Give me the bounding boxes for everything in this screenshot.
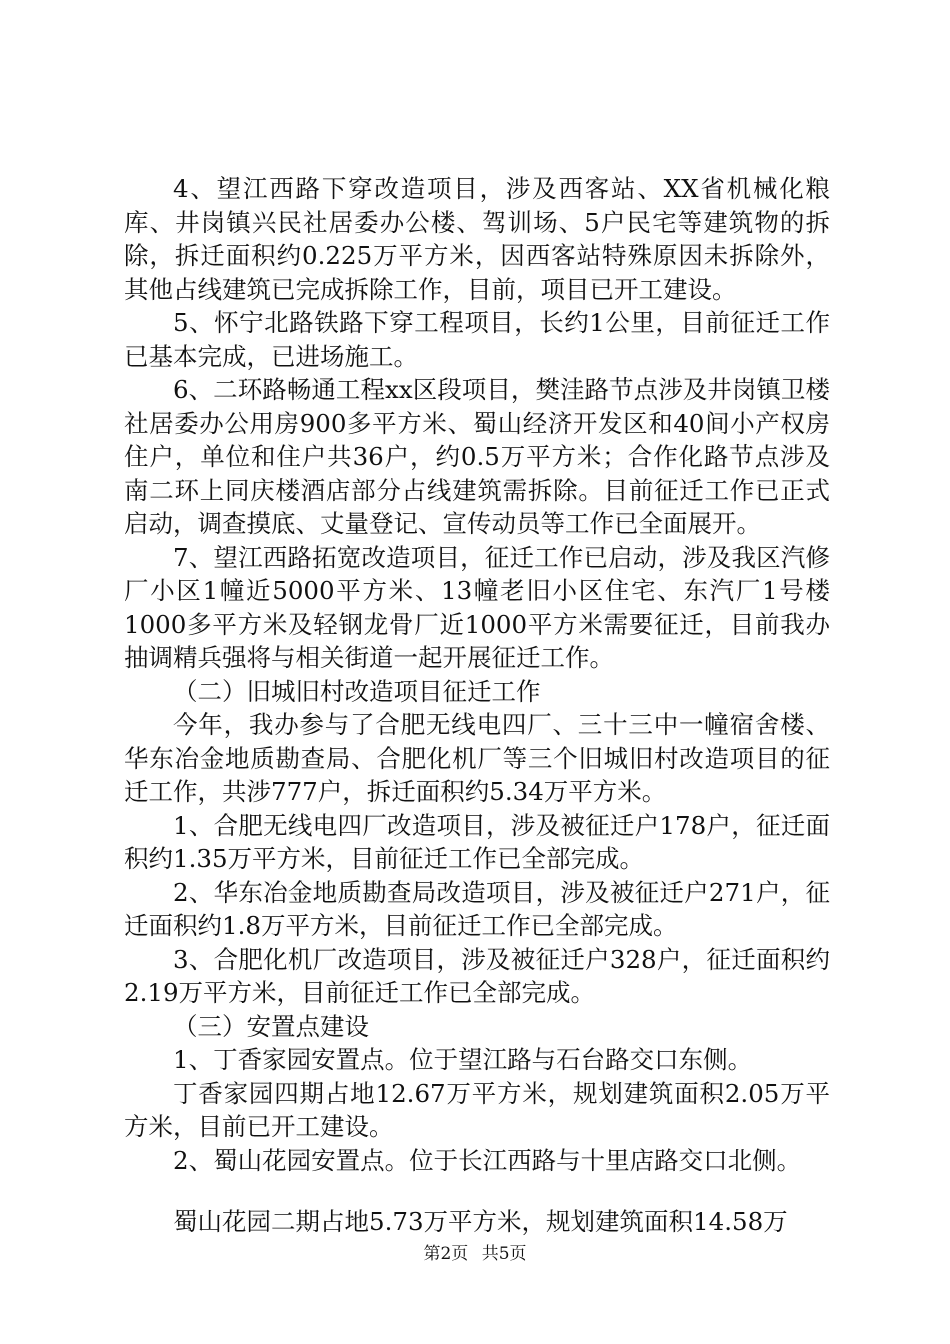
paragraph-item-7: 7、望江西路拓宽改造项目，征迁工作已启动，涉及我区汽修厂小区1幢近5000平方米、13幢老旧小区住宅、东汽厂1号楼1000多平方米及轻钢龙骨厂近1000平方米需要征迁，目前我办抽调精兵强将与相关街道一起开展征迁工作。: [124, 542, 830, 672]
paragraph-resettlement-2: 2、蜀山花园安置点。位于长江西路与十里店路交口北侧。: [173, 1145, 802, 1175]
section-heading-3: （三）安置点建设: [173, 1011, 369, 1041]
paragraph-resettlement-1-detail: 丁香家园四期占地12.67万平方米，规划建筑面积2.05万平方米，目前已开工建设。: [124, 1078, 830, 1141]
paragraph-item-5: 5、怀宁北路铁路下穿工程项目，长约1公里，目前征迁工作已基本完成，已进场施工。: [124, 308, 830, 371]
paragraph-resettlement-1: 1、丁香家园安置点。位于望江路与石台路交口东侧。: [173, 1045, 753, 1074]
document-body: [124, 172, 830, 1239]
paragraph-renovation-3: 3、合肥化机厂改造项目，涉及被征迁户328户，征迁面积约2.19万平方米，目前征迁工作已全部完成。: [124, 944, 830, 1007]
page-footer: [0, 1243, 950, 1265]
page-number: 第2页: [423, 1244, 469, 1264]
paragraph-renovation-summary: 今年，我办参与了合肥无线电四厂、三十三中一幢宿舍楼、华东冶金地质勘查局、合肥化机厂等三个旧城旧村改造项目的征迁工作，共涉777户，拆迁面积约5.34万平方米。: [124, 710, 830, 806]
paragraph-item-4: 4、望江西路下穿改造项目，涉及西客站、XX省机械化粮库、井岗镇兴民社居委办公楼、驾训场、5户民宅等建筑物的拆除，拆迁面积约0.225万平方米，因西客站特殊原因未拆除外，其他占线建筑已完成拆除工作，目前，项目已开工建设。: [124, 174, 830, 304]
paragraph-item-6: 6、二环路畅通工程xx区段项目，樊洼路节点涉及井岗镇卫楼社居委办公用房900多平方米、蜀山经济开发区和40间小产权房住户，单位和住户共36户，约0.5万平方米；合作化路节点涉及南二环上同庆楼酒店部分占线建筑需拆除。目前征迁工作已正式启动，调查摸底、丈量登记、宣传动员等工作已全面展开。: [124, 375, 830, 538]
paragraph-renovation-2: 2、华东冶金地质勘查局改造项目，涉及被征迁户271户，征迁面积约1.8万平方米，目前征迁工作已全部完成。: [124, 877, 830, 940]
paragraph-renovation-1: 1、合肥无线电四厂改造项目，涉及被征迁户178户，征迁面积约1.35万平方米，目前征迁工作已全部完成。: [124, 810, 830, 873]
page-total: 共5页: [481, 1244, 527, 1264]
section-heading-2: （二）旧城旧村改造项目征迁工作: [173, 676, 541, 706]
paragraph-resettlement-2-detail: 蜀山花园二期占地5.73万平方米，规划建筑面积14.58万: [173, 1207, 788, 1236]
